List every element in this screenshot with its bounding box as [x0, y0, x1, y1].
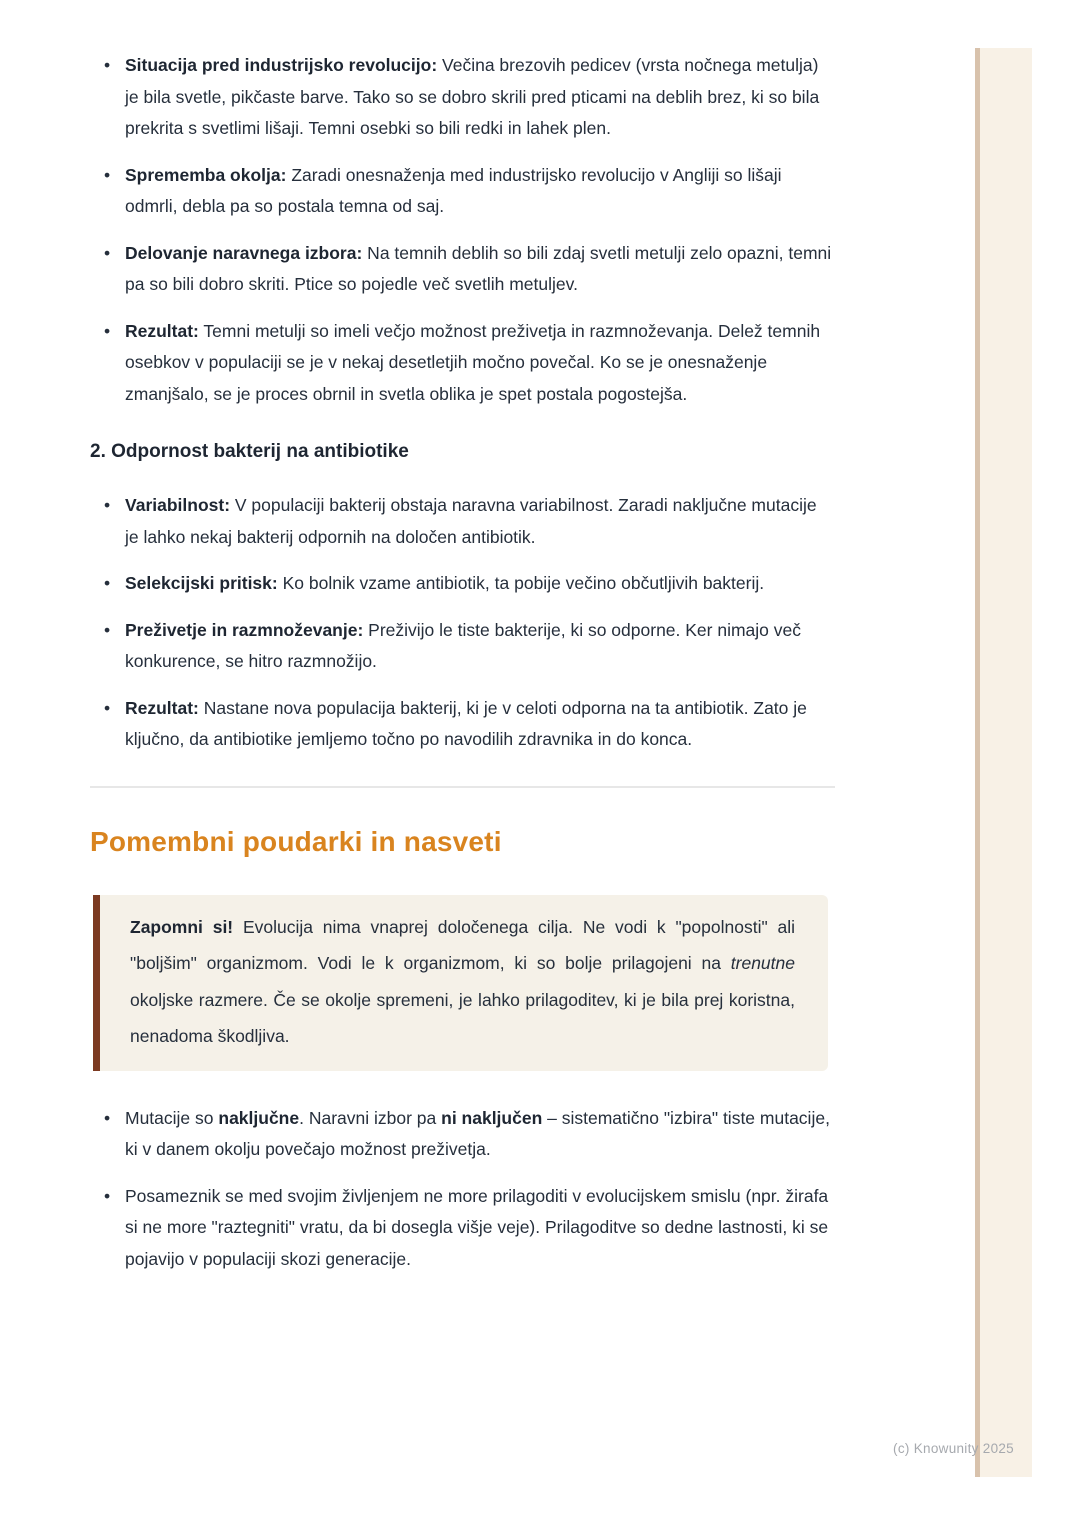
watermark: (c) Knowunity 2025: [893, 1441, 1014, 1456]
italic-text: trenutne: [730, 953, 795, 973]
bold-text: Preživetje in razmnoževanje:: [125, 619, 364, 640]
bullet-item: [90, 1103, 835, 1166]
bullet-item: [90, 316, 835, 411]
section-divider: [90, 786, 835, 788]
bullet-item: [90, 490, 835, 553]
peppered-moth-list: [90, 50, 835, 410]
bold-text: Selekcijski pritisk:: [125, 573, 278, 593]
bullet-item: [90, 1181, 835, 1276]
bullet-item: [90, 693, 835, 756]
bold-text: Rezultat:: [125, 697, 199, 718]
text-run: Mutacije so: [125, 1107, 219, 1128]
highlights-heading: Pomembni poudarki in nasveti: [90, 825, 502, 857]
bold-text: ni naključen: [441, 1107, 543, 1128]
text-run: Ko bolnik vzame antibiotik, ta pobije večino občutljivih bakterij.: [277, 573, 765, 593]
bold-text: Variabilnost:: [125, 495, 231, 515]
text-run: V populaciji bakterij obstaja naravna variabilnost. Zaradi naključne mutacije je lahko nekaj bakterij odpornih na določen antibiotik.: [125, 495, 817, 547]
remember-callout: [93, 895, 828, 1071]
text-run: Na temnih deblih so bili zdaj svetli metulji zelo opazni, temni pa so bili dobro skriti. Ptice so pojedle več svetlih metuljev.: [125, 242, 832, 294]
bold-text: Situacija pred industrijsko revolucijo:: [125, 55, 438, 75]
bullet-item: [90, 238, 835, 301]
text-run: Posameznik se med svojim življenjem ne more prilagoditi v evolucijskem smislu (npr. žirafa si ne more "raztegniti" vratu, da bi dosegla višje veje). Prilagoditve so dedne lastnosti, ki se pojavijo v populaciji skozi generacije.: [125, 1185, 829, 1269]
text-run: Preživijo le tiste bakterije, ki so odporne. Ker nimajo več konkurence, se hitro razmnožijo.: [125, 619, 801, 671]
bullet-item: [90, 568, 835, 600]
antibiotic-resistance-list: [90, 490, 835, 756]
text-run: . Naravni izbor pa: [299, 1107, 442, 1128]
text-run: Temni metulji so imeli večjo možnost preživetja in razmnoževanja. Delež temnih osebkov v populaciji se je v nekaj desetletjih močno povečal. Ko se je onesnaženje zmanjšalo, se je proces obrnil in svetla oblika je spet postala pogostejša.: [125, 320, 821, 404]
bold-text: Sprememba okolja:: [125, 164, 287, 185]
text-run: Večina brezovih pedicev (vrsta nočnega metulja) je bila svetle, pikčaste barve. Tako so se dobro skrili pred pticami na deblih brez, ki so bila prekrita s svetlimi lišaji. Temni osebki so bili redki in lahek plen.: [125, 55, 820, 138]
key-points-list: [90, 1103, 835, 1276]
section-heading-antibiotic-resistance: 2. Odpornost bakterij na antibiotike: [90, 441, 409, 462]
text-run: Evolucija nima vnaprej določenega cilja. Ne vodi k "popolnosti" ali "boljšim" organizmom. Vodi le k organizmom, ki so bolje prilagojeni na: [130, 916, 795, 973]
document-content: [90, 0, 835, 1290]
page-edge-strip: [975, 48, 1032, 1477]
text-run: Zaradi onesnaženja med industrijsko revolucijo v Angliji so lišaji odmrli, debla pa so postala temna od saj.: [125, 164, 782, 216]
bold-text: Zapomni si!: [130, 916, 234, 937]
text-run: Nastane nova populacija bakterij, ki je v celoti odporna na ta antibiotik. Zato je ključno, da antibiotike jemljemo točno po navodilih zdravnika in do konca.: [125, 697, 807, 749]
bullet-item: [90, 50, 835, 145]
bold-text: Delovanje naravnega izbora:: [125, 242, 363, 263]
text-run: – sistematično "izbira" tiste mutacije, ki v danem okolju povečajo možnost preživetja.: [125, 1107, 830, 1159]
bullet-item: [90, 615, 835, 678]
bullet-item: [90, 160, 835, 223]
text-run: okoljske razmere. Če se okolje spremeni, je lahko prilagoditev, ki je bila prej koristna, nenadoma škodljiva.: [130, 989, 795, 1046]
bold-text: naključne: [218, 1107, 300, 1128]
callout-text: [130, 909, 795, 1055]
bold-text: Rezultat:: [125, 320, 199, 341]
